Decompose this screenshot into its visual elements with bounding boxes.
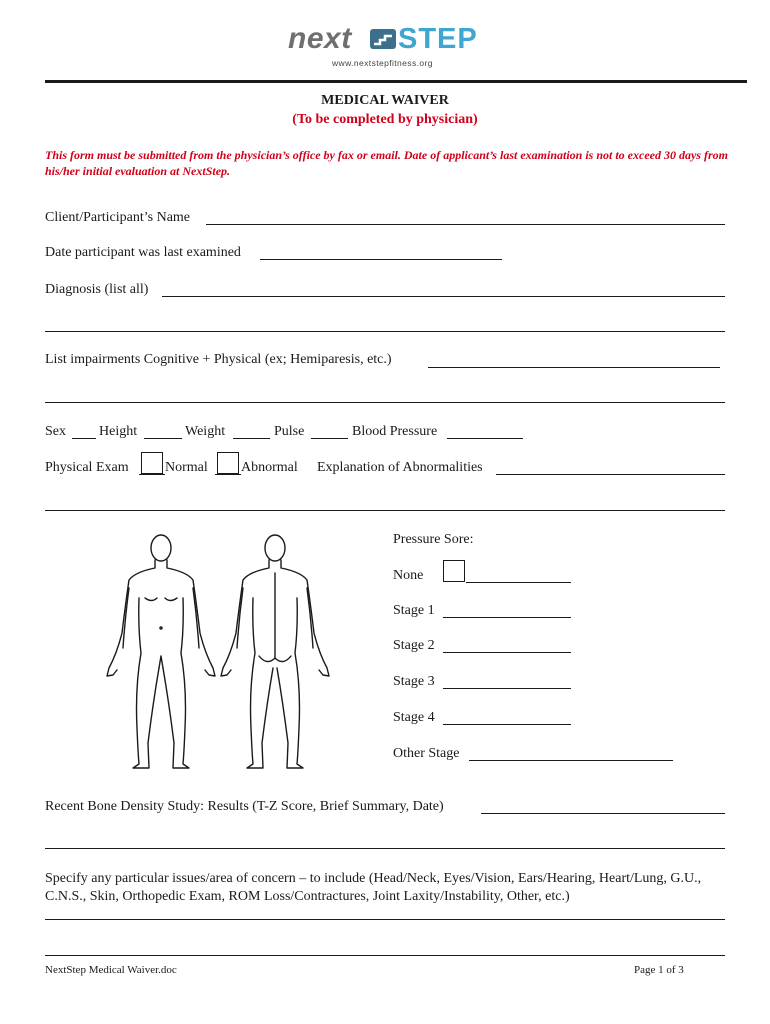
impairments-label: List impairments Cognitive + Physical (ex; Hemiparesis, etc.) [45,352,392,367]
explanation-field[interactable] [496,474,725,475]
abnormal-underline [215,474,241,475]
blood-pressure-field[interactable] [447,438,523,439]
abnormal-label: Abnormal [241,460,298,475]
body-back-figure [221,535,329,768]
sex-field[interactable] [72,438,96,439]
stair-icon [370,29,396,49]
logo-url: www.nextstepfitness.org [332,58,433,68]
impairments-field-line-2[interactable] [45,402,725,403]
pulse-field[interactable] [311,438,348,439]
stage3-field[interactable] [443,688,571,689]
abnormal-checkbox[interactable] [217,452,239,474]
footer-filename: NextStep Medical Waiver.doc [45,964,177,976]
instructions: This form must be submitted from the physician’s office by fax or email. Date of applicant’s last examination is not to exceed 30 days from his/her initial evaluation at NextStep. [45,148,728,178]
body-front-figure [107,535,215,768]
normal-label: Normal [165,460,208,475]
normal-checkbox[interactable] [141,452,163,474]
stage2-label: Stage 2 [393,638,435,653]
explanation-field-line-2[interactable] [45,510,725,511]
pressure-none-checkbox[interactable] [443,560,465,582]
blood-pressure-label: Blood Pressure [352,424,438,439]
weight-field[interactable] [233,438,270,439]
stage3-label: Stage 3 [393,674,435,689]
logo-next-text: next [288,22,352,55]
diagnosis-label: Diagnosis (list all) [45,282,149,297]
client-name-field[interactable] [206,224,725,225]
stage2-field[interactable] [443,652,571,653]
logo-mark-icon [370,29,396,49]
height-label: Height [99,424,138,439]
body-diagram [105,528,330,773]
date-examined-label: Date participant was last examined [45,245,241,260]
stage1-field[interactable] [443,617,571,618]
diagnosis-field-line-2[interactable] [45,331,725,332]
bone-density-field-line-2[interactable] [45,848,725,849]
explanation-label: Explanation of Abnormalities [317,460,483,475]
other-stage-label: Other Stage [393,746,460,761]
concerns-field-line-1[interactable] [45,919,725,920]
pressure-none-field[interactable] [466,582,571,583]
physical-exam-label: Physical Exam [45,460,129,475]
stage1-label: Stage 1 [393,603,435,618]
diagnosis-field[interactable] [162,296,725,297]
concerns-label: Specify any particular issues/area of concern – to include (Head/Neck, Eyes/Vision, Ears/Hearing, Heart/Lung, G.U., C.N.S., Skin, Orthopedic Exam, ROM Loss/Contractures, Joint Laxity/Instability, Other, etc.) [45,871,702,904]
weight-label: Weight [185,424,226,439]
header-rule [45,80,747,83]
pulse-label: Pulse [274,424,305,439]
form-subtitle: (To be completed by physician) [292,112,478,127]
nextstep-logo [288,22,488,70]
normal-underline [139,474,165,475]
other-stage-field[interactable] [469,760,673,761]
height-field[interactable] [144,438,182,439]
stage4-field[interactable] [443,724,571,725]
date-examined-field[interactable] [260,259,502,260]
sex-label: Sex [45,424,66,439]
bone-density-label: Recent Bone Density Study: Results (T-Z Score, Brief Summary, Date) [45,799,444,814]
concerns-field-line-2[interactable] [45,955,725,956]
stage4-label: Stage 4 [393,710,435,725]
pressure-sore-heading: Pressure Sore: [393,532,474,547]
logo-step-text: STEP [398,23,478,55]
impairments-field[interactable] [428,367,720,368]
bone-density-field[interactable] [481,813,725,814]
form-title: MEDICAL WAIVER [321,93,449,108]
pressure-none-label: None [393,568,424,583]
client-name-label: Client/Participant’s Name [45,210,191,225]
footer-page-number: Page 1 of 3 [634,964,684,976]
